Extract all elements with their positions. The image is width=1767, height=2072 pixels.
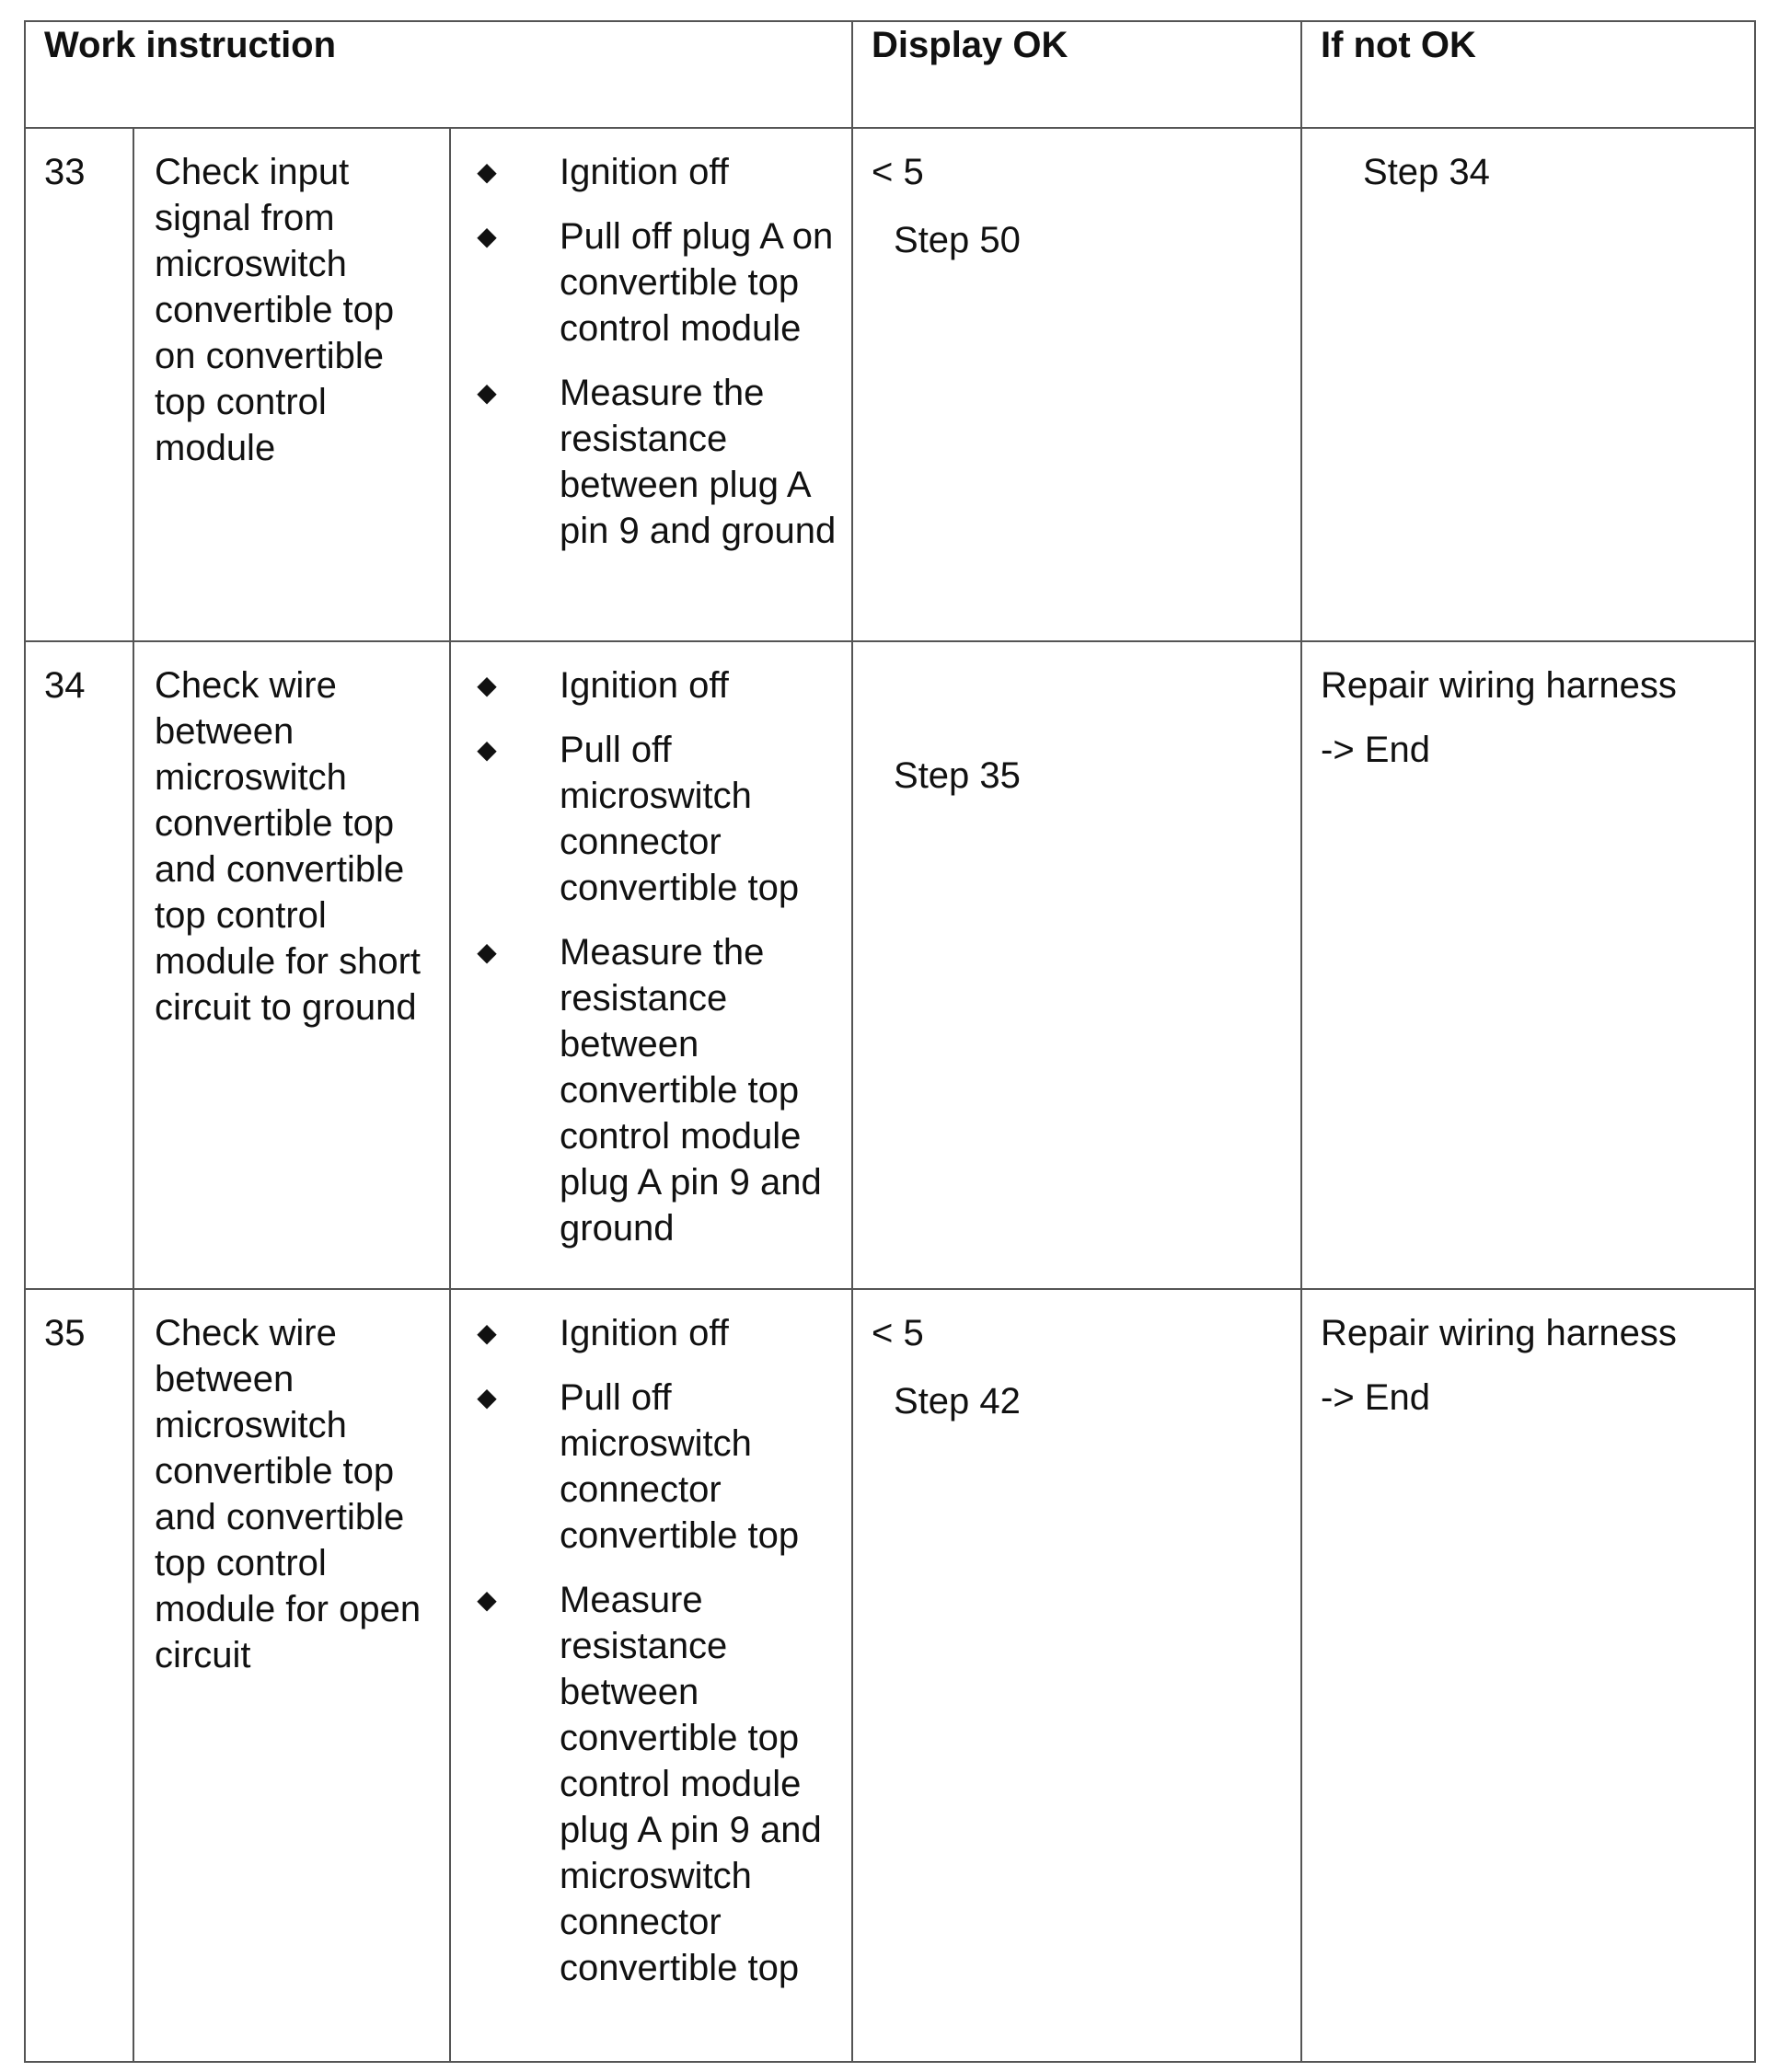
header-work-instruction: Work instruction [25, 21, 852, 128]
action-text: Measure resistance between convertible top control module plug A pin 9 and microswitch connector convertible top [560, 1580, 822, 1988]
display-ok-target: Step 50 [894, 220, 1021, 260]
step-number: 35 [44, 1313, 86, 1353]
description-cell [133, 1289, 450, 2062]
list-item [451, 370, 844, 554]
work-instruction-sheet [24, 20, 1754, 2059]
diamond-bullet-icon: ◆ [477, 378, 497, 407]
list-item [451, 1577, 844, 1991]
if-not-ok-cell [1301, 128, 1755, 641]
list-item [451, 662, 844, 708]
description-cell [133, 641, 450, 1289]
diamond-bullet-icon: ◆ [477, 222, 497, 250]
display-ok-target: Step 42 [894, 1381, 1021, 1422]
action-text: Ignition off [560, 152, 729, 192]
actions-cell [450, 641, 852, 1289]
list-item [451, 727, 844, 911]
list-item [451, 929, 844, 1251]
display-ok-cell [852, 128, 1301, 641]
step-number-cell [25, 128, 133, 641]
display-ok-target: Step 35 [894, 755, 1021, 796]
actions-cell [450, 1289, 852, 2062]
action-text: Pull off microswitch connector convertible top [560, 730, 800, 908]
if-not-ok-cell [1301, 641, 1755, 1289]
action-text: Pull off microswitch connector convertible top [560, 1377, 800, 1556]
step-description: Check wire between microswitch convertible top and convertible top control module for short circuit to ground [155, 665, 422, 1028]
action-text: Measure the resistance between plug A pin 9 and ground [560, 373, 837, 551]
display-ok-cell [852, 641, 1301, 1289]
table-header-row [25, 21, 1755, 128]
step-number-cell [25, 1289, 133, 2062]
if-not-ok-next: -> End [1321, 730, 1430, 770]
description-cell [133, 128, 450, 641]
step-description: Check input signal from microswitch convertible top on convertible top control module [155, 152, 395, 468]
table-row [25, 1289, 1755, 2062]
header-if-not-ok: If not OK [1301, 21, 1755, 128]
diamond-bullet-icon: ◆ [477, 1318, 497, 1347]
table-row [25, 128, 1755, 641]
step-description: Check wire between microswitch convertible top and convertible top control module for open circuit [155, 1313, 422, 1675]
list-item [451, 1375, 844, 1559]
diamond-bullet-icon: ◆ [477, 938, 497, 966]
list-item [451, 1310, 844, 1356]
if-not-ok-cell [1301, 1289, 1755, 2062]
display-ok-cell [852, 1289, 1301, 2062]
action-text: Measure the resistance between convertible top control module plug A pin 9 and ground [560, 932, 822, 1249]
action-list [451, 129, 851, 554]
action-list [451, 642, 851, 1251]
diamond-bullet-icon: ◆ [477, 1383, 497, 1411]
diamond-bullet-icon: ◆ [477, 157, 497, 186]
list-item [451, 213, 844, 351]
if-not-ok-text: Repair wiring harness [1321, 1313, 1677, 1353]
diamond-bullet-icon: ◆ [477, 671, 497, 699]
if-not-ok-text: Repair wiring harness [1321, 665, 1677, 706]
step-number: 33 [44, 152, 86, 192]
display-ok-condition: < 5 [872, 152, 924, 192]
action-text: Pull off plug A on convertible top control module [560, 216, 834, 349]
if-not-ok-next: -> End [1321, 1377, 1430, 1418]
header-display-ok: Display OK [852, 21, 1301, 128]
table-row [25, 641, 1755, 1289]
actions-cell [450, 128, 852, 641]
action-list [451, 1290, 851, 1991]
work-instruction-table [24, 20, 1756, 2063]
list-item [451, 149, 844, 195]
action-text: Ignition off [560, 665, 729, 706]
diamond-bullet-icon: ◆ [477, 735, 497, 764]
if-not-ok-text: Step 34 [1363, 152, 1490, 192]
action-text: Ignition off [560, 1313, 729, 1353]
step-number-cell [25, 641, 133, 1289]
diamond-bullet-icon: ◆ [477, 1585, 497, 1614]
step-number: 34 [44, 665, 86, 706]
display-ok-condition: < 5 [872, 1313, 924, 1353]
